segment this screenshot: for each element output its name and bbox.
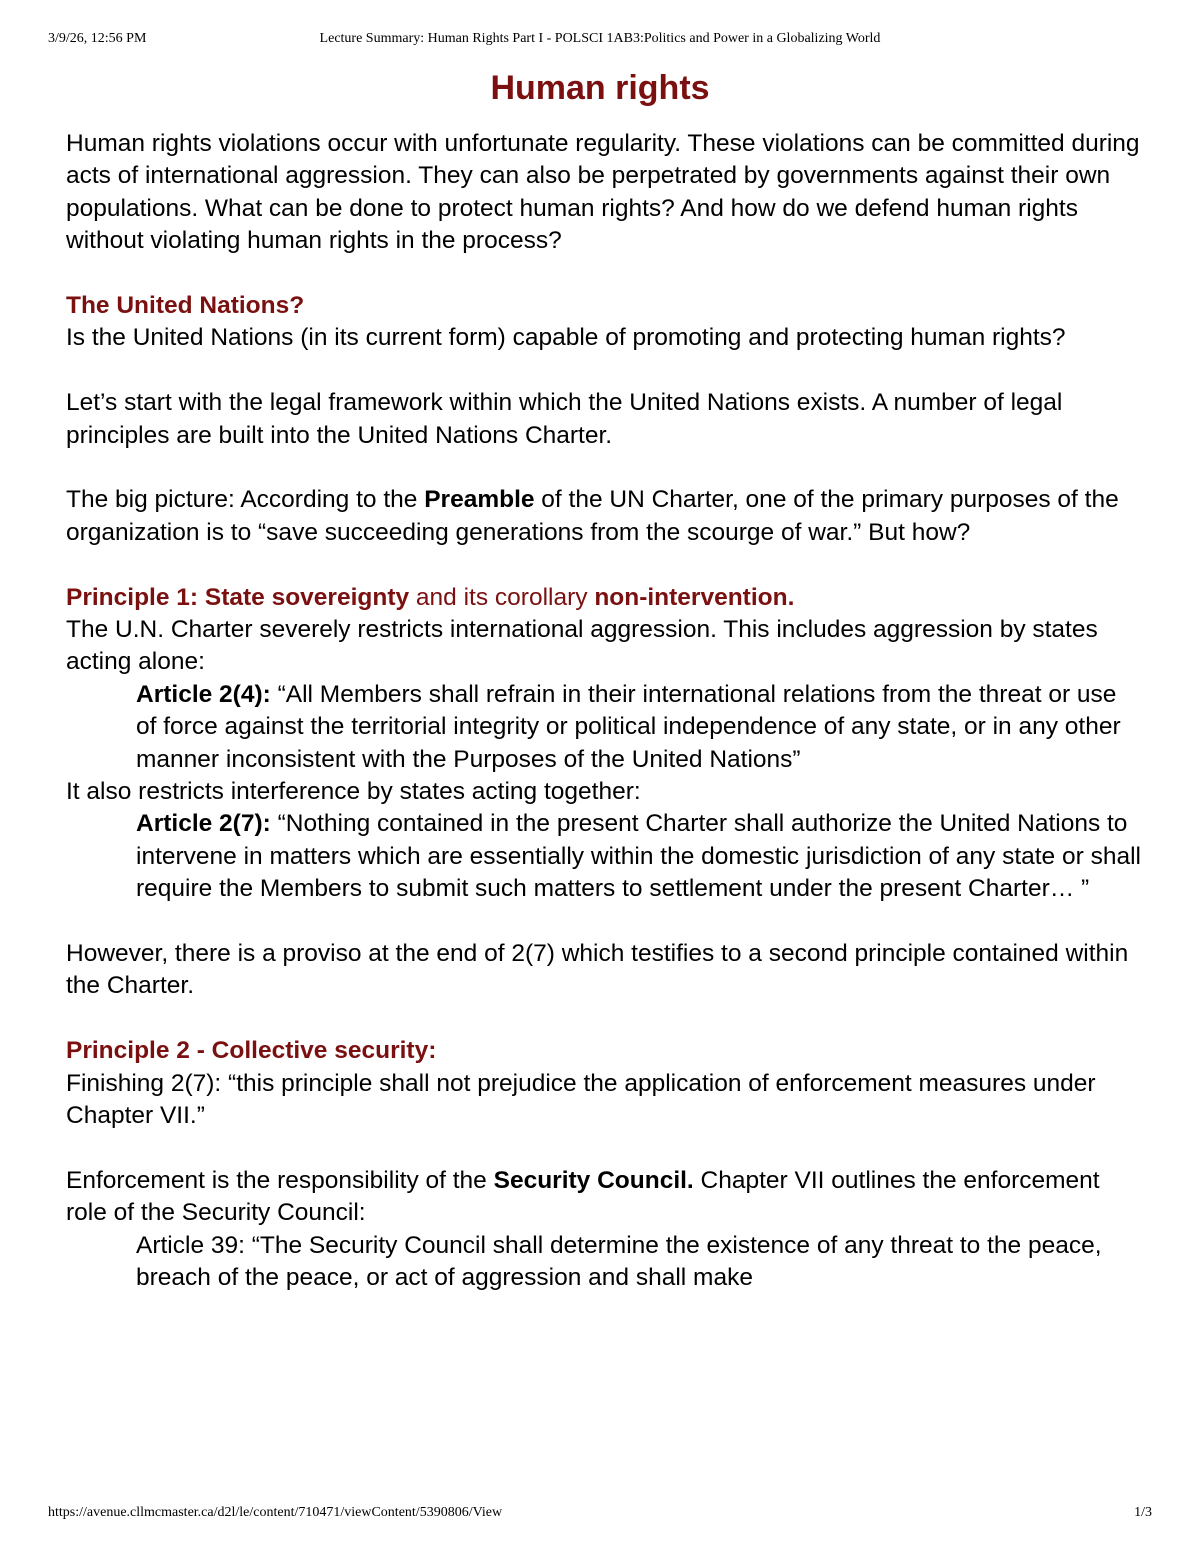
article-2-7-label: Article 2(7): bbox=[136, 810, 271, 838]
principle-1-text-2: It also restricts interference by states acting together: bbox=[66, 778, 641, 806]
print-page-number: 1/3 bbox=[1134, 1505, 1152, 1520]
principle-1-heading bbox=[66, 582, 1141, 614]
principle-1-text: The U.N. Charter severely restricts international aggression. This includes aggression by states acting alone: bbox=[66, 616, 1098, 676]
un-question: Is the United Nations (in its current form) capable of promoting and protecting human rights? bbox=[66, 324, 1066, 352]
proviso-paragraph: However, there is a proviso at the end of 2(7) which testifies to a second principle contained within the Charter. bbox=[66, 940, 1129, 1000]
big-picture-post: of the UN Charter, one of the primary purposes of the organization is to “save succeeding generations from the scourge of war.” But how? bbox=[66, 486, 1119, 546]
principle-2-text: Finishing 2(7): “this principle shall not prejudice the application of enforcement measures under Chapter VII.” bbox=[66, 1069, 1096, 1130]
document-body bbox=[66, 64, 1141, 1295]
enforcement-post: Chapter VII outlines the enforcement role of the Security Council: bbox=[66, 1166, 1100, 1227]
article-2-4-label: Article 2(4): bbox=[136, 680, 271, 708]
preamble-bold: Preamble bbox=[424, 486, 535, 514]
article-2-7-quote bbox=[66, 808, 1141, 905]
un-heading: The United Nations? bbox=[66, 292, 305, 320]
article-2-4-text: “All Members shall refrain in their international relations from the threat or use of force against the territorial integrity or political independence of any state, or in any other manner inconsistent with the Purposes of the United Nations” bbox=[136, 680, 1121, 773]
article-39-quote: Article 39: “The Security Council shall determine the existence of any threat to the peace, breach of the peace, or act of aggression and shall make bbox=[136, 1231, 1102, 1292]
page-title: Human rights bbox=[490, 69, 710, 107]
principle-1-heading-a: Principle 1: State sovereignty bbox=[66, 583, 410, 611]
print-url: https://avenue.cllmcmaster.ca/d2l/le/content/710471/viewContent/5390806/View bbox=[48, 1505, 503, 1520]
print-page-title: Lecture Summary: Human Rights Part I - POLSCI 1AB3:Politics and Power in a Globalizing World bbox=[319, 31, 881, 46]
big-picture-pre: The big picture: According to the bbox=[66, 486, 425, 514]
big-picture-paragraph bbox=[66, 484, 1141, 549]
principle-1-heading-b: and its corollary bbox=[409, 583, 595, 611]
print-datetime: 3/9/26, 12:56 PM bbox=[48, 31, 147, 46]
article-2-4-quote bbox=[66, 679, 1141, 776]
print-header bbox=[48, 31, 1152, 47]
legal-framework-paragraph: Let’s start with the legal framework within which the United Nations exists. A number of legal principles are built into the United Nations Charter. bbox=[66, 389, 1063, 449]
print-footer bbox=[48, 1505, 1152, 1521]
intro-paragraph: Human rights violations occur with unfortunate regularity. These violations can be committed during acts of international aggression. They can also be perpetrated by governments against their own populations. What can be done to protect human rights? And how do we defend human rights without violating human rights in the process? bbox=[66, 130, 1140, 255]
principle-1-heading-c: non-intervention. bbox=[594, 583, 795, 611]
security-council-bold: Security Council. bbox=[493, 1166, 694, 1194]
article-2-7-text: “Nothing contained in the present Charter shall authorize the United Nations to intervene in matters which are essentially within the domestic jurisdiction of any state or shall require the Members to submit such matters to settlement under the present Charter… ” bbox=[136, 810, 1141, 903]
enforcement-pre: Enforcement is the responsibility of the bbox=[66, 1166, 494, 1194]
principle-2-heading: Principle 2 - Collective security: bbox=[66, 1037, 437, 1065]
enforcement-paragraph bbox=[66, 1165, 1141, 1230]
